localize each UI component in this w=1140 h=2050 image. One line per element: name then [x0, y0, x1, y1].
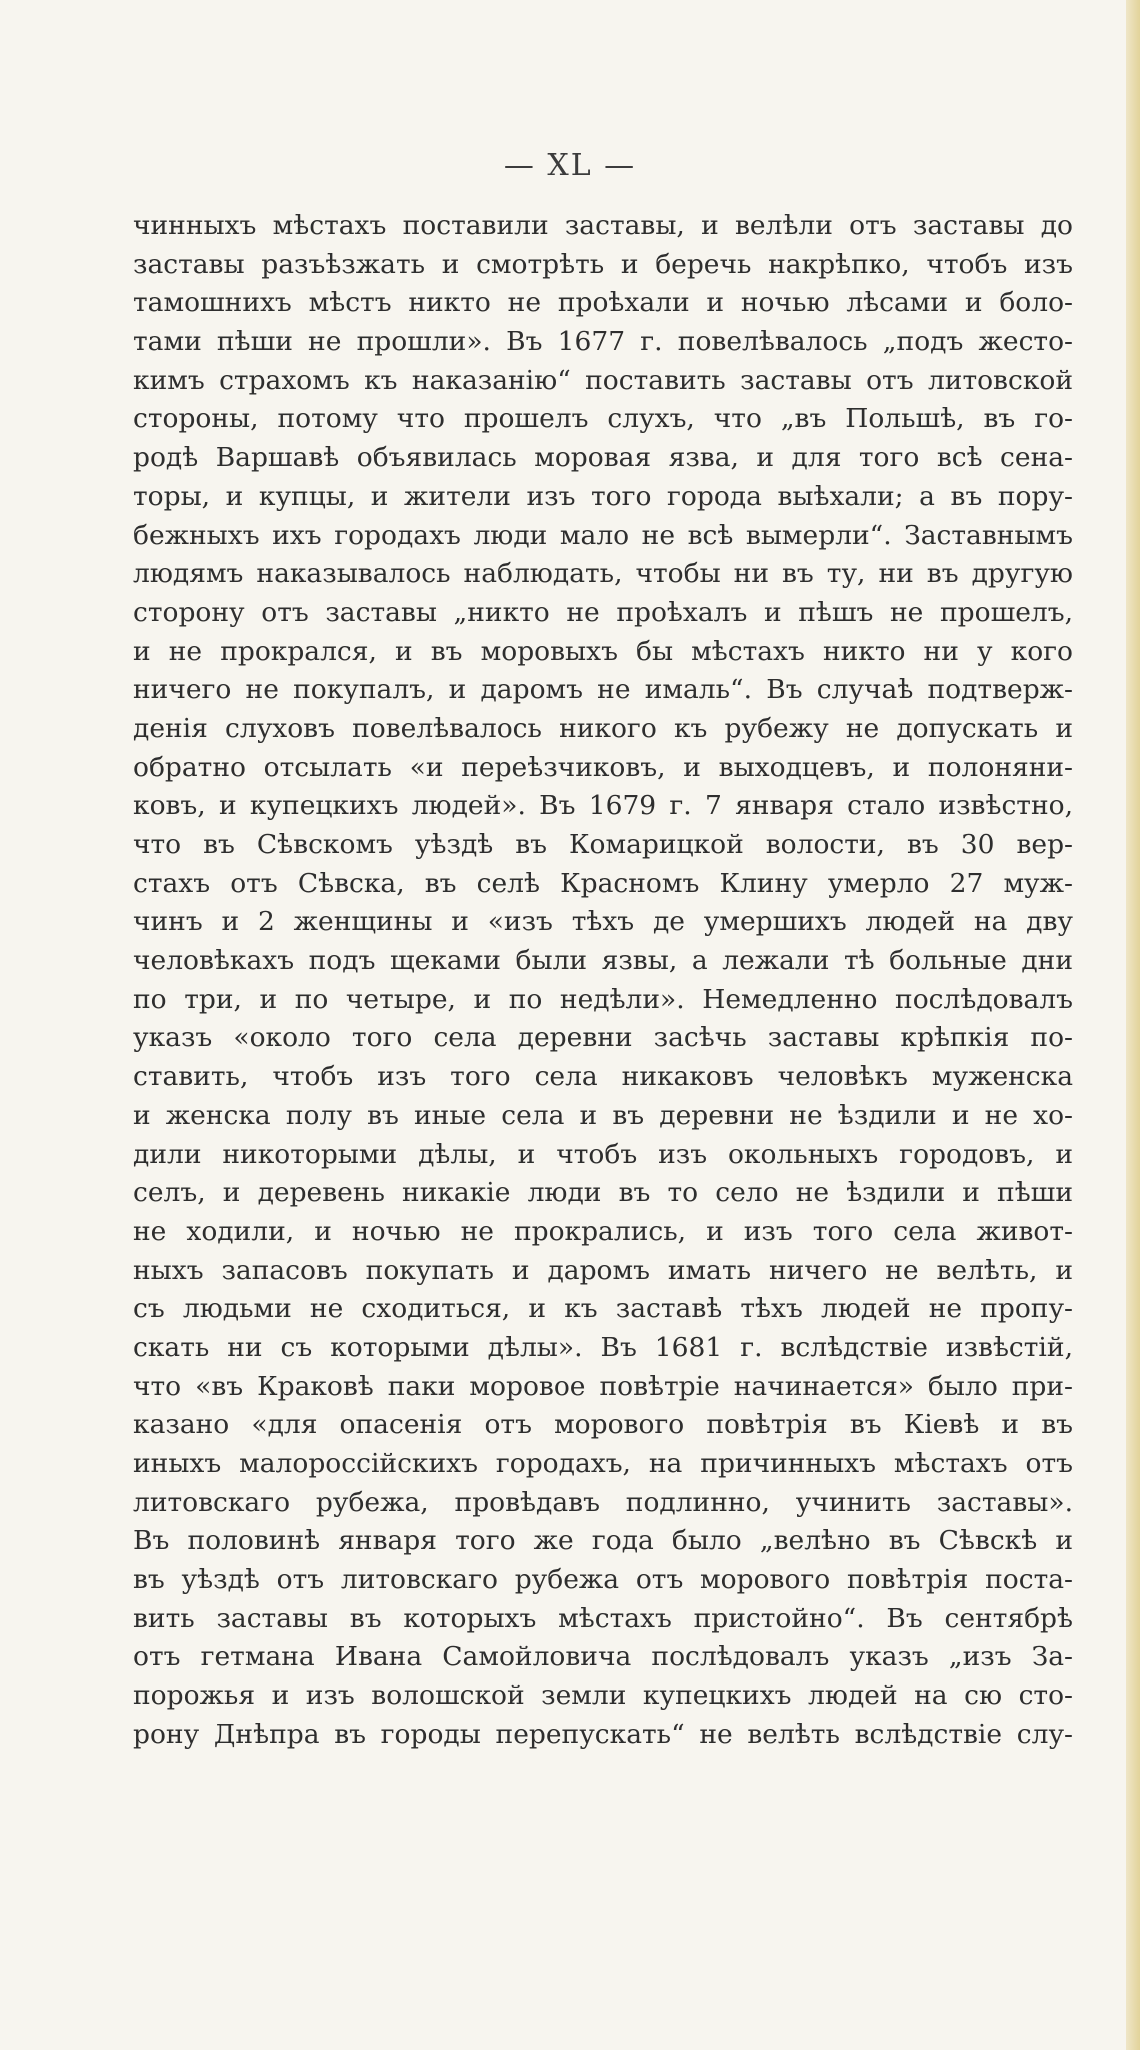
text-line: съ людьми не сходиться, и къ заставѣ тѣхъ людей не пропу-: [133, 1293, 1073, 1325]
text-line: ныхъ запасовъ покупать и даромъ имать ничего не велѣть, и: [133, 1254, 1073, 1286]
text-line: литовскаго рубежа, провѣдавъ подлинно, учинить заставы».: [133, 1486, 1073, 1518]
text-line: скать ни съ которыми дѣлы». Въ 1681 г. вслѣдствіе извѣстій,: [133, 1331, 1073, 1363]
text-line: дили никоторыми дѣлы, и чтобъ изъ окольныхъ городовъ, и: [133, 1138, 1073, 1170]
text-line: ставить, чтобъ изъ того села никаковъ человѣкъ муженска: [133, 1061, 1073, 1093]
text-line: торы, и купцы, и жители изъ того города выѣхали; а въ пору-: [133, 480, 1073, 512]
page-edge: [1126, 0, 1140, 2050]
text-line: по три, и по четыре, и по недѣли». Немедленно послѣдовалъ: [133, 983, 1073, 1015]
text-line: указъ «около того села деревни засѣчь заставы крѣпкія по-: [133, 1022, 1073, 1054]
text-line: что «въ Краковѣ паки моровое повѣтріе начинается» было при-: [133, 1370, 1073, 1402]
text-line: ковъ, и купецкихъ людей». Въ 1679 г. 7 января стало извѣстно,: [133, 790, 1073, 822]
text-line: Въ половинѣ января того же года было „велѣно въ Сѣвскѣ и: [133, 1525, 1073, 1557]
text-line: бежныхъ ихъ городахъ люди мало не всѣ вымерли“. Заставнымъ: [133, 519, 1073, 551]
text-line: ничего не покупалъ, и даромъ не ималь“. Въ случаѣ подтверж-: [133, 674, 1073, 706]
page-number-header: — XL —: [503, 148, 637, 183]
text-line: тами пѣши не прошли». Въ 1677 г. повелѣвалось „подъ жесто-: [133, 326, 1073, 358]
text-line: обратно отсылать «и переѣзчиковъ, и выходцевъ, и полоняни-: [133, 751, 1073, 783]
text-line: человѣкахъ подъ щеками были язвы, а лежали тѣ больные дни: [133, 945, 1073, 977]
body-text: [133, 207, 1073, 1755]
text-line: вить заставы въ которыхъ мѣстахъ пристойно“. Въ сентябрѣ: [133, 1602, 1073, 1634]
text-line: порожья и изъ волошской земли купецкихъ людей на сю сто-: [133, 1680, 1073, 1712]
text-line: и не прокрался, и въ моровыхъ бы мѣстахъ никто ни у кого: [133, 635, 1073, 667]
text-line: въ уѣздѣ отъ литовскаго рубежа отъ морового повѣтрія поста-: [133, 1564, 1073, 1596]
text-line: заставы разъѣзжать и смотрѣть и беречь накрѣпко, чтобъ изъ: [133, 248, 1073, 280]
text-line: казано «для опасенія отъ морового повѣтрія въ Кіевѣ и въ: [133, 1409, 1073, 1441]
text-line: стороны, потому что прошелъ слухъ, что „въ Польшѣ, въ го-: [133, 403, 1073, 435]
text-line: рону Днѣпра въ городы перепускать“ не велѣть вслѣдствіе слу-: [133, 1718, 1073, 1750]
text-line: родѣ Варшавѣ объявилась моровая язва, и для того всѣ сена-: [133, 442, 1073, 474]
text-line: кимъ страхомъ къ наказанію“ поставить заставы отъ литовской: [133, 364, 1073, 396]
text-line: иныхъ малороссійскихъ городахъ, на причинныхъ мѣстахъ отъ: [133, 1448, 1073, 1479]
text-line: сторону отъ заставы „никто не проѣхалъ и пѣшъ не прошелъ,: [133, 596, 1073, 628]
text-line: и женска полу въ иные села и въ деревни не ѣздили и не хо-: [133, 1099, 1073, 1131]
text-line: отъ гетмана Ивана Самойловича послѣдовалъ указъ „изъ За-: [133, 1641, 1073, 1673]
text-line: чинныхъ мѣстахъ поставили заставы, и велѣли отъ заставы до: [133, 210, 1073, 241]
text-line: селъ, и деревень никакіе люди въ то село не ѣздили и пѣши: [133, 1177, 1073, 1209]
text-line: не ходили, и ночью не прокрались, и изъ того села живот-: [133, 1215, 1073, 1247]
text-line: что въ Сѣвскомъ уѣздѣ въ Комарицкой волости, въ 30 вер-: [133, 829, 1073, 860]
text-line: денія слуховъ повелѣвалось никого къ рубежу не допускать и: [133, 712, 1073, 744]
text-line: чинъ и 2 женщины и «изъ тѣхъ де умершихъ людей на дву: [133, 906, 1073, 938]
text-line: тамошнихъ мѣстъ никто не проѣхали и ночью лѣсами и боло-: [133, 287, 1073, 319]
text-line: стахъ отъ Сѣвска, въ селѣ Красномъ Клину умерло 27 муж-: [133, 867, 1073, 899]
text-line: людямъ наказывалось наблюдать, чтобы ни въ ту, ни въ другую: [133, 558, 1073, 590]
